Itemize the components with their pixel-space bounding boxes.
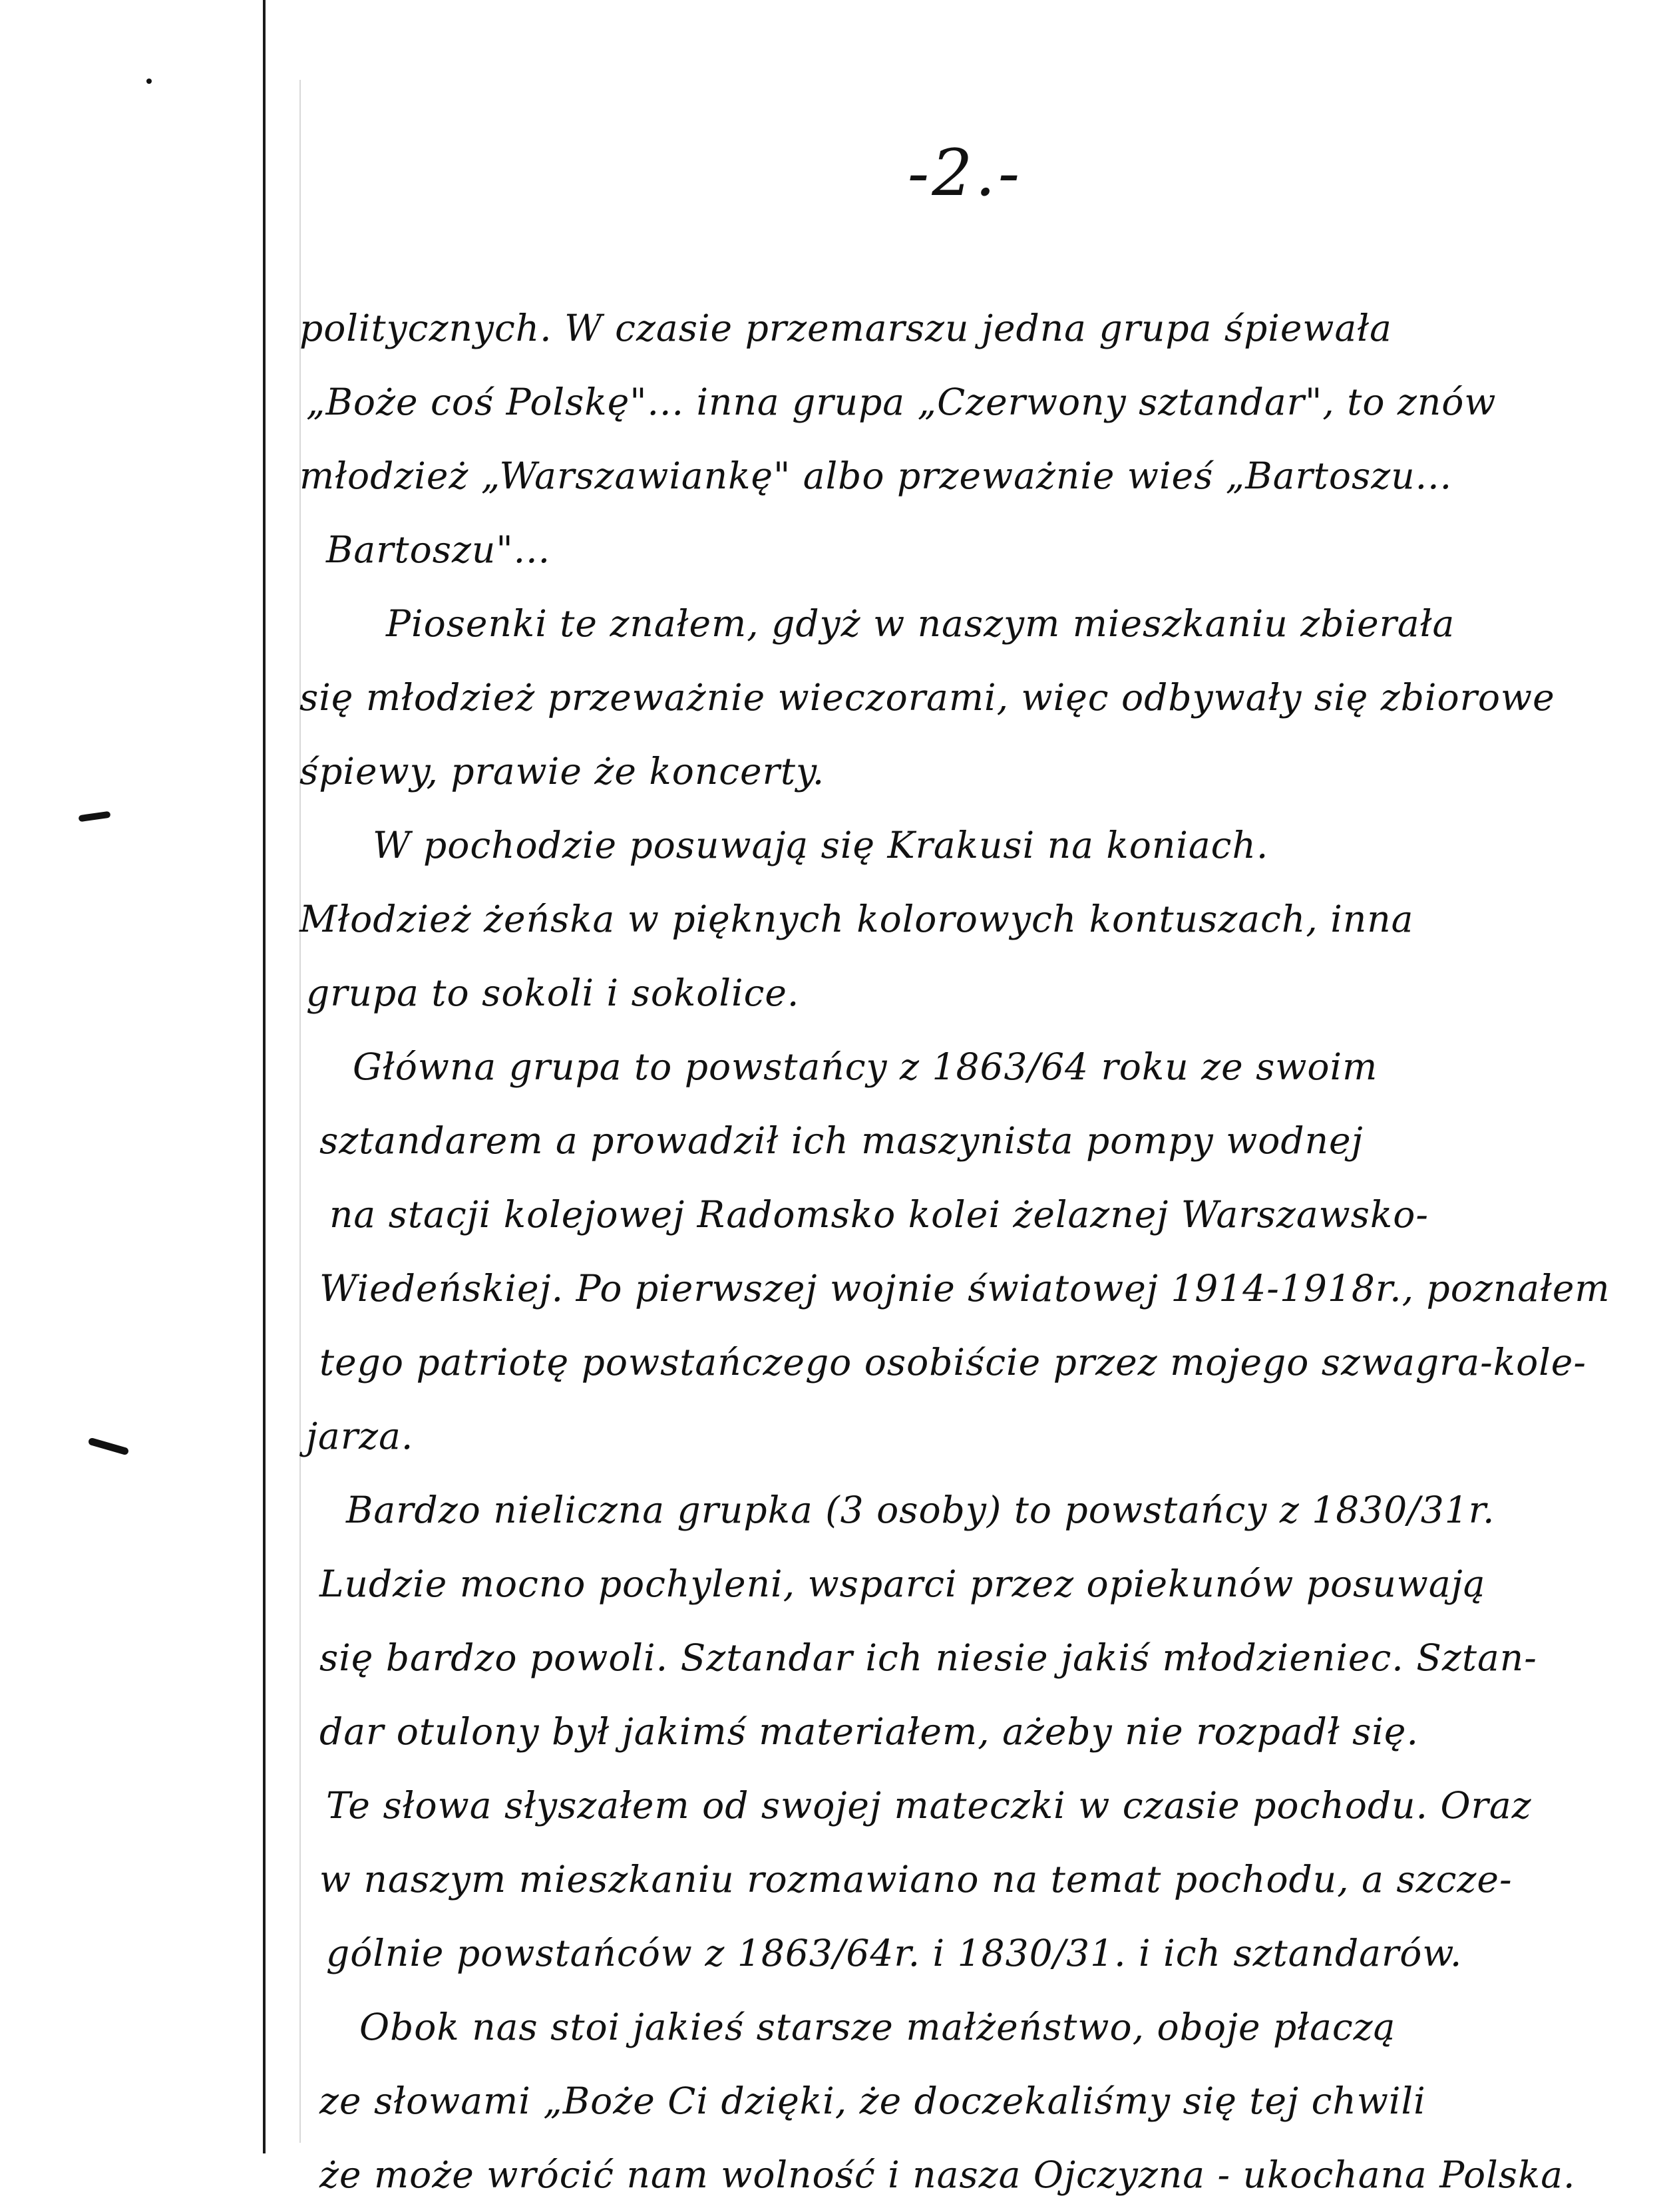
text-line: Wiedeńskiej. Po pierwszej wojnie światowej 1914-1918r., poznałem [319, 1267, 1610, 1310]
text-line: Obok nas stoi jakieś starsze małżeństwo, oboje płaczą [359, 2006, 1396, 2048]
text-line: Bardzo nieliczna grupka (3 osoby) to powstańcy z 1830/31r. [346, 1489, 1495, 1531]
text-line: śpiewy, prawie że koncerty. [299, 750, 825, 793]
text-line: W pochodzie posuwają się Krakusi na koniach. [373, 824, 1269, 866]
text-line: politycznych. W czasie przemarszu jedna grupa śpiewała [299, 307, 1392, 349]
text-line: ze słowami „Boże Ci dzięki, że doczekaliśmy się tej chwili [319, 2080, 1426, 2122]
text-line: sztandarem a prowadził ich maszynista pompy wodnej [319, 1119, 1364, 1162]
text-line: Ludzie mocno pochyleni, wsparci przez opiekunów posuwają [319, 1563, 1486, 1605]
text-line: Główna grupa to powstańcy z 1863/64 roku ze swoim [353, 1045, 1378, 1088]
text-line: się młodzież przeważnie wieczorami, więc odbywały się zbiorowe [299, 676, 1555, 719]
ink-mark [88, 1437, 130, 1456]
text-line: że może wrócić nam wolność i nasza Ojczyzna - ukochana Polska. [319, 2153, 1576, 2196]
text-line: tego patriotę powstańczego osobiście przez mojego szwagra-kole- [319, 1341, 1586, 1383]
text-line: Bartoszu"... [326, 528, 551, 571]
text-line: „Boże coś Polskę"... inna grupa „Czerwony sztandar", to znów [306, 381, 1497, 423]
text-line: Piosenki te znałem, gdyż w naszym mieszkaniu zbierała [386, 602, 1455, 645]
text-line: na stacji kolejowej Radomsko kolei żelaznej Warszawsko- [329, 1193, 1429, 1236]
text-line: grupa to sokoli i sokolice. [306, 972, 800, 1014]
margin-rule [263, 0, 266, 2153]
text-line: gólnie powstańców z 1863/64r. i 1830/31. i ich sztandarów. [326, 1932, 1463, 1974]
text-line: młodzież „Warszawiankę" albo przeważnie wieś „Bartoszu... [299, 455, 1453, 497]
text-line: Młodzież żeńska w pięknych kolorowych kontuszach, inna [299, 898, 1414, 940]
page-number: -2.- [907, 136, 1023, 210]
text-line: jarza. [306, 1415, 414, 1457]
ink-dot [146, 79, 152, 84]
text-line: w naszym mieszkaniu rozmawiano na temat pochodu, a szcze- [319, 1858, 1513, 1901]
handwritten-text [299, 291, 1630, 2212]
ink-mark [79, 811, 111, 823]
text-line: się bardzo powoli. Sztandar ich niesie jakiś młodzieniec. Sztan- [319, 1636, 1537, 1679]
text-line: Te słowa słyszałem od swojej mateczki w czasie pochodu. Oraz [326, 1784, 1532, 1827]
text-line: dar otulony był jakimś materiałem, ażeby nie rozpadł się. [319, 1710, 1419, 1753]
